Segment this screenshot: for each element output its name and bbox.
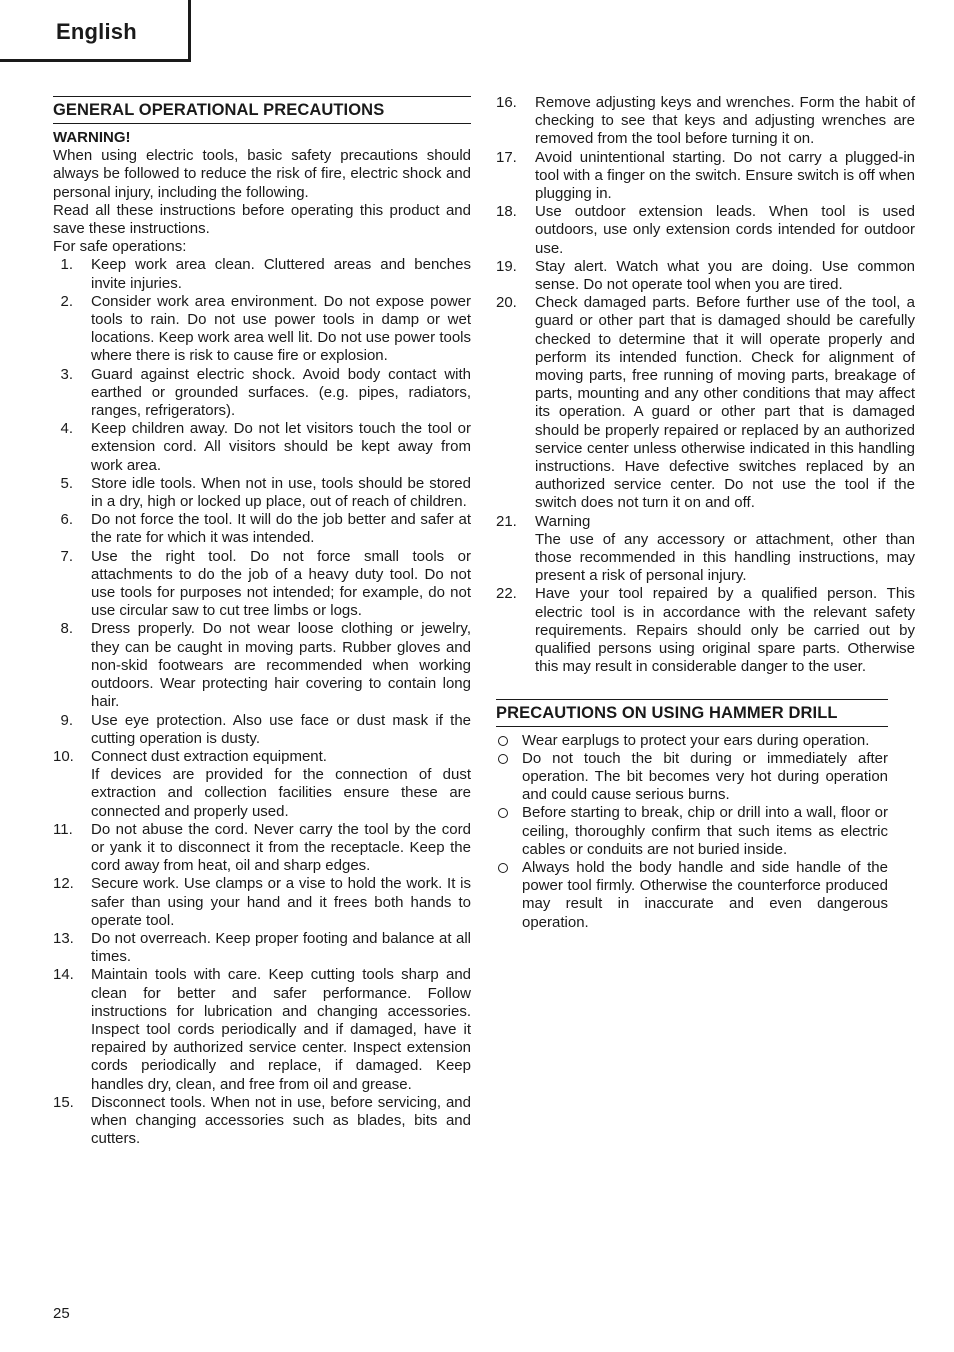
item-text: If devices are provided for the connection of dust extraction and collection facilities ensure these are connected and properly used. — [91, 766, 471, 820]
bullet-text: Always hold the body handle and side handle of the power tool firmly. Otherwise the counterforce produced may result in inaccurate and even dangerous operation. — [522, 858, 888, 931]
item-number: 7. — [60, 547, 73, 565]
list-item — [496, 294, 915, 512]
list-item — [53, 1094, 471, 1149]
item-text: Keep children away. Do not let visitors touch the tool or extension cord. All visitors should be kept away from work area. — [91, 420, 471, 474]
bullet-text: Before starting to break, chip or drill into a wall, floor or ceiling, thoroughly confirm that such items as electric cables or conduits are not buried inside. — [522, 804, 888, 858]
item-number: 12. — [53, 875, 74, 893]
list-item — [53, 748, 471, 821]
list-item — [496, 513, 915, 586]
list-item — [53, 875, 471, 930]
item-number: 19. — [496, 257, 517, 275]
item-number: 11. — [53, 820, 73, 838]
bullet-text: Do not touch the bit during or immediately after operation. The bit becomes very hot during operation and could cause serious burns. — [522, 749, 888, 804]
right-column — [496, 94, 915, 932]
item-number: 13. — [53, 929, 74, 947]
item-number: 10. — [53, 747, 74, 765]
warning-heading: WARNING! — [53, 129, 131, 146]
item-text: The use of any accessory or attachment, other than those recommended in this handling instructions, may present a risk of personal injury. — [535, 530, 915, 585]
hammer-drill-section — [496, 699, 888, 932]
intro-paragraph: When using electric tools, basic safety precautions should always be followed to reduce the risk of fire, electric shock and personal injury, including the following. — [53, 147, 471, 201]
item-text: Store idle tools. When not in use, tools should be stored in a dry, high or locked up place, out of reach of children. — [91, 474, 471, 511]
section-title-general-precautions: GENERAL OPERATIONAL PRECAUTIONS — [53, 96, 471, 124]
item-number: 1. — [60, 256, 73, 274]
item-number: 22. — [496, 585, 517, 603]
item-number: 3. — [60, 365, 73, 383]
language-tab — [0, 0, 191, 62]
circle-bullet-icon — [498, 863, 508, 873]
list-item — [53, 475, 471, 511]
list-item — [53, 821, 471, 876]
item-number: 15. — [53, 1093, 74, 1111]
circle-bullet-icon — [498, 754, 508, 764]
circle-bullet-icon — [498, 736, 508, 746]
hammer-drill-precautions-list — [496, 732, 888, 932]
item-number: 20. — [496, 294, 517, 312]
left-column — [53, 96, 471, 1148]
item-text: Use the right tool. Do not force small tools or attachments to do the job of a heavy duty tool. Do not use tools for purposes not intended; for example, do not use circular saw to cut tree limbs or logs. — [91, 547, 471, 620]
general-precautions-list — [53, 256, 471, 1148]
list-item — [53, 256, 471, 292]
list-item — [53, 366, 471, 421]
item-text: Disconnect tools. When not in use, before servicing, and when changing accessories such as blades, bits and cutters. — [91, 1093, 471, 1148]
item-text: Have your tool repaired by a qualified person. This electric tool is in accordance with the relevant safety requirements. Repairs should only be carried out by qualified persons using original spare parts. Otherwise this may result in considerable danger to the user. — [535, 585, 915, 676]
list-item — [53, 712, 471, 748]
item-text: Guard against electric shock. Avoid body contact with earthed or grounded surfaces. (e.g. pipes, radiators, ranges, refrigerators). — [91, 365, 471, 420]
item-number: 2. — [60, 292, 73, 310]
list-item — [53, 966, 471, 1093]
item-text: Dress properly. Do not wear loose clothing or jewelry, they can be caught in moving parts. Rubber gloves and non-skid footwears are recommended when working outdoors. Wear protecting hair covering to contain long hair. — [91, 620, 471, 711]
list-item — [53, 548, 471, 621]
item-text: Remove adjusting keys and wrenches. Form the habit of checking to see that keys and adjusting wrenches are removed from the tool before turning it on. — [535, 94, 915, 148]
list-item — [53, 420, 471, 475]
section-title-hammer-drill: PRECAUTIONS ON USING HAMMER DRILL — [496, 699, 888, 727]
item-number: 16. — [496, 94, 517, 111]
item-text: Use eye protection. Also use face or dust mask if the cutting operation is dusty. — [91, 711, 471, 747]
bullet-item — [496, 859, 888, 932]
list-item — [53, 930, 471, 966]
read-instructions-paragraph: Read all these instructions before operating this product and save these instructions. — [53, 201, 471, 238]
item-text: Do not abuse the cord. Never carry the tool by the cord or yank it to disconnect it from the receptacle. Keep the cord away from heat, oil and sharp edges. — [91, 820, 471, 875]
item-number: 4. — [60, 420, 73, 438]
item-number: 17. — [496, 148, 517, 166]
item-number: 6. — [60, 511, 73, 529]
list-item — [496, 149, 915, 204]
item-number: 8. — [60, 620, 73, 638]
general-precautions-list-continued — [496, 94, 915, 677]
list-item — [53, 511, 471, 547]
item-number: 18. — [496, 203, 517, 221]
item-text: Warning — [535, 512, 591, 530]
circle-bullet-icon — [498, 808, 508, 818]
list-item — [496, 258, 915, 294]
item-text: Do not force the tool. It will do the job better and safer at the rate for which it was intended. — [91, 511, 471, 547]
list-item — [53, 620, 471, 711]
item-text: Check damaged parts. Before further use of the tool, a guard or other part that is damaged should be carefully checked to determine that it will operate properly and perform its intended function. Check for alignment of moving parts, free running of moving parts, breakage of parts, mounting and any other conditions that may affect its operation. A guard or other part that is damaged should be properly repaired or replaced by an authorized service center unless otherwise indicated in this handling instructions. Have defective switches replaced by an authorized service center. Do not use the tool if the switch does not turn it on and off. — [535, 294, 915, 512]
item-text: Maintain tools with care. Keep cutting tools sharp and clean for better and safer performance. Follow instructions for lubrication and changing accessories. Inspect tool cords periodically and if damaged, have it repaired by authorized service center. Inspect extension cords periodically and replace, if damaged. Keep handles dry, clean, and free from oil and grease. — [91, 966, 471, 1093]
bullet-item — [496, 750, 888, 805]
item-number: 14. — [53, 966, 74, 984]
list-item — [496, 585, 915, 676]
item-number: 21. — [496, 512, 517, 530]
bullet-text: Wear earplugs to protect your ears during operation. — [522, 731, 870, 749]
language-label: English — [56, 19, 137, 44]
item-number: 9. — [60, 711, 73, 729]
item-text: Keep work area clean. Cluttered areas and benches invite injuries. — [91, 256, 471, 292]
bullet-item — [496, 732, 888, 750]
list-item — [496, 94, 915, 149]
for-safe-operations-label: For safe operations: — [53, 238, 187, 256]
item-text: Consider work area environment. Do not expose power tools to rain. Do not use power tools in damp or wet locations. Keep work area well lit. Do not use power tools where there is risk to cause fire or explosion. — [91, 292, 471, 365]
item-text: Do not overreach. Keep proper footing and balance at all times. — [91, 929, 471, 966]
item-text: Avoid unintentional starting. Do not carry a plugged-in tool with a finger on the switch. Ensure switch is off when plugging in. — [535, 148, 915, 203]
item-text: Stay alert. Watch what you are doing. Use common sense. Do not operate tool when you are tired. — [535, 257, 915, 294]
bullet-item — [496, 804, 888, 859]
list-item — [53, 293, 471, 366]
item-number: 5. — [60, 474, 73, 492]
list-item — [496, 203, 915, 258]
item-text: Connect dust extraction equipment. — [91, 747, 327, 765]
page-number: 25 — [53, 1305, 70, 1322]
item-text: Use outdoor extension leads. When tool is used outdoors, use only extension cords intended for outdoor use. — [535, 203, 915, 257]
item-text: Secure work. Use clamps or a vise to hold the work. It is safer than using your hand and it frees both hands to operate tool. — [91, 875, 471, 929]
